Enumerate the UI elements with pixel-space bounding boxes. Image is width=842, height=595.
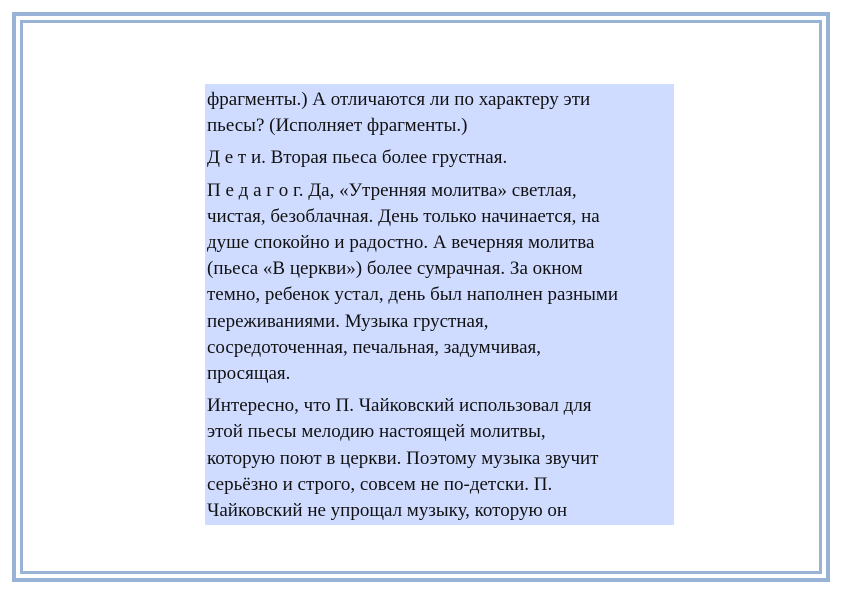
text-line: просящая.: [207, 363, 291, 385]
paragraph-1: [207, 87, 674, 139]
text-line: фрагменты.) А отличаются ли по характеру эти: [207, 89, 591, 110]
text-line: этой пьесы мелодию настоящей молитвы,: [207, 421, 546, 443]
text-line: П е д а г о г. Да, «Утренняя молитва» светлая,: [207, 179, 577, 201]
text-line: Д е т и. Вторая пьеса более грустная.: [207, 147, 508, 169]
paragraph-2: [207, 145, 674, 171]
text-line: пьесы? (Исполняет фрагменты.): [207, 115, 468, 137]
text-line: душе спокойно и радостно. А вечерняя молитва: [207, 232, 595, 254]
paragraph-3: [207, 178, 674, 388]
text-line: Чайковский не упрощал музыку, которую он: [207, 500, 568, 522]
text-line: серьёзно и строго, совсем не по-детски. П.: [207, 473, 553, 495]
text-line: сосредоточенная, печальная, задумчивая,: [207, 336, 542, 358]
text-line: чистая, безоблачная. День только начинается, на: [207, 205, 600, 227]
text-line: переживаниями. Музыка грустная,: [207, 310, 489, 332]
text-line: темно, ребенок устал, день был наполнен разными: [207, 284, 619, 306]
text-line: Интересно, что П. Чайковский использовал для: [207, 395, 592, 417]
text-line: которую поют в церкви. Поэтому музыка звучит: [207, 447, 599, 469]
text-line: (пьеса «В церкви») более сумрачная. За окном: [207, 258, 583, 280]
text-box: [205, 84, 674, 525]
paragraph-4: [207, 393, 674, 524]
